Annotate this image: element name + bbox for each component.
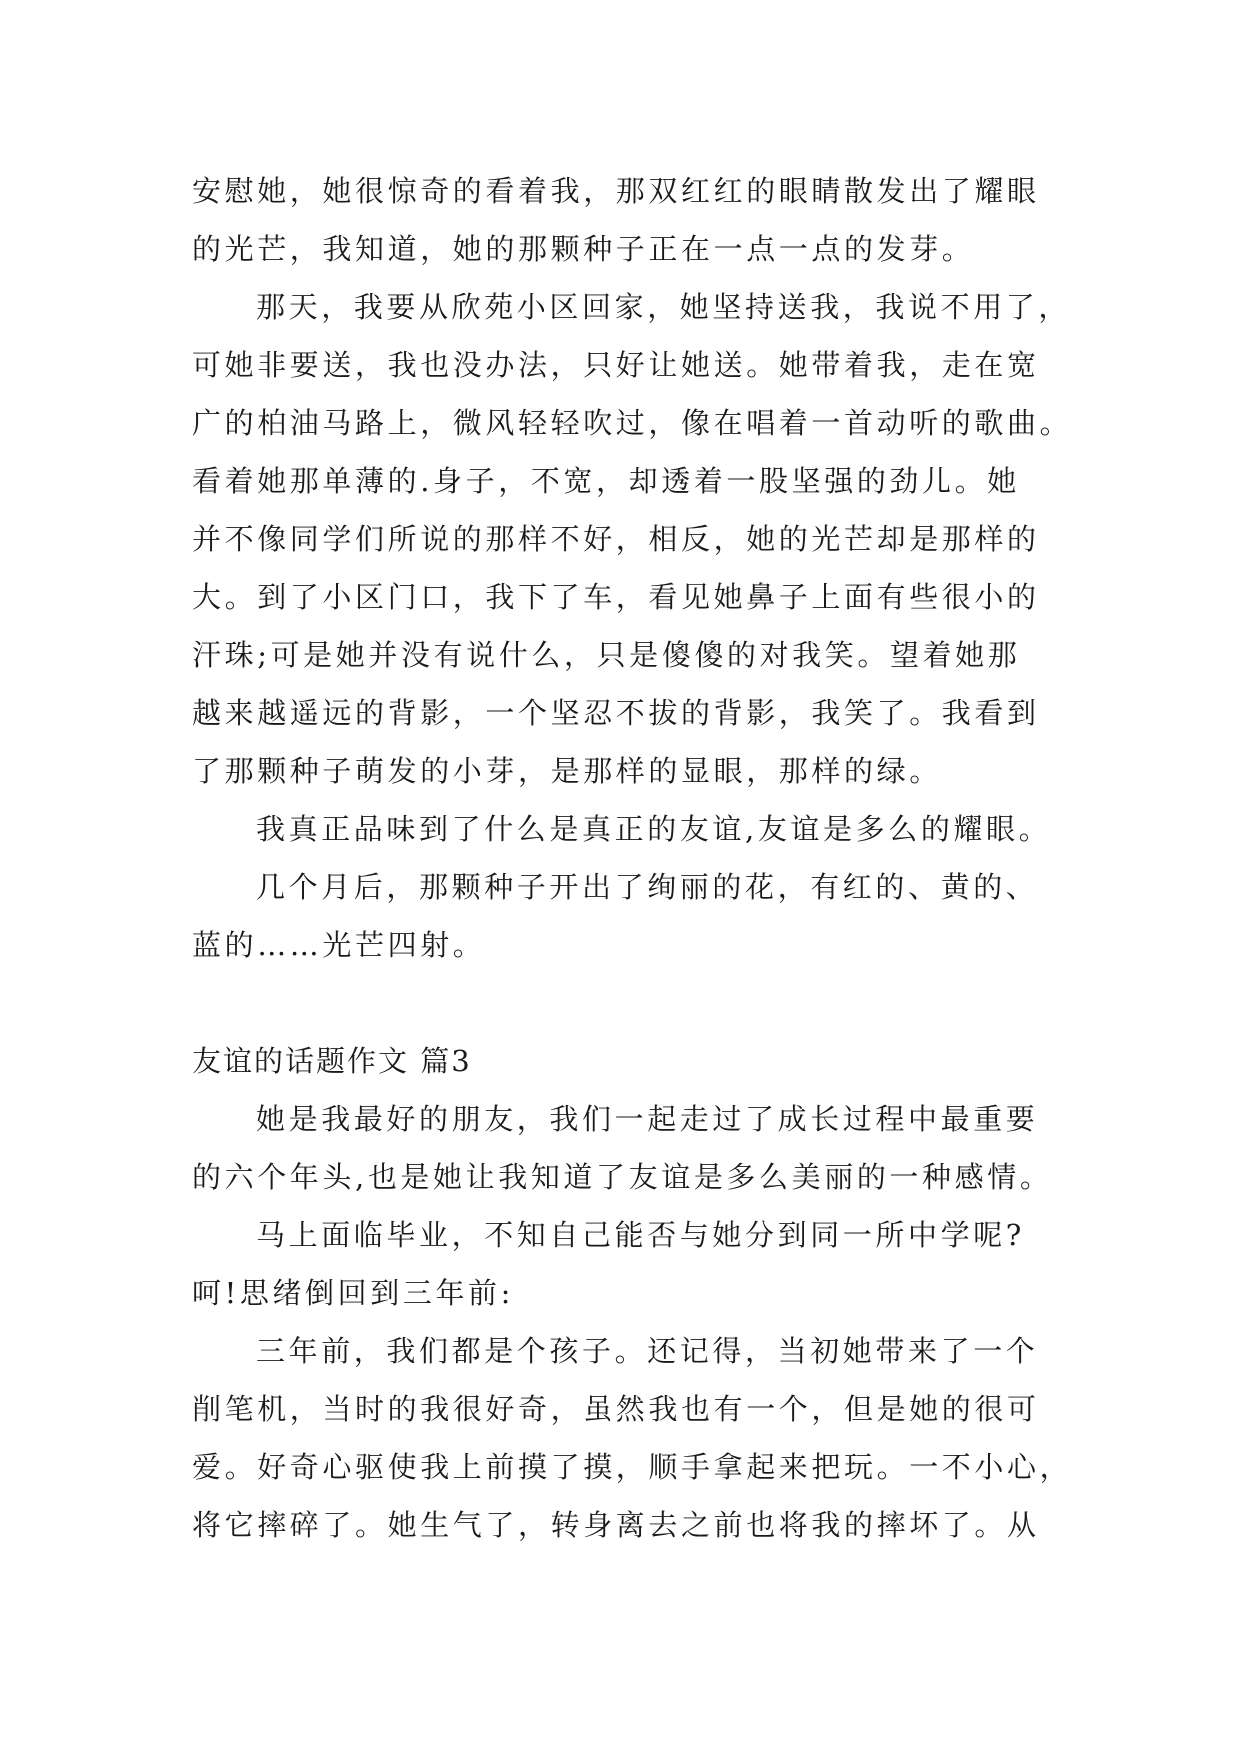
text-line: 将它摔碎了。她生气了，转身离去之前也将我的摔坏了。从 xyxy=(192,1508,1040,1542)
paragraph xyxy=(192,1322,1073,1554)
text-line: 爱。好奇心驱使我上前摸了摸，顺手拿起来把玩。一不小心， xyxy=(192,1450,1073,1484)
text-line: 安慰她，她很惊奇的看着我，那双红红的眼睛散发出了耀眼 xyxy=(192,174,1040,208)
text-line: 看着她那单薄的.身子，不宽，却透着一股坚强的劲儿。她 xyxy=(192,464,1020,498)
paragraph xyxy=(192,1090,1052,1206)
section-spacer xyxy=(192,974,1052,1032)
text-line: 我真正品味到了什么是真正的友谊,友谊是多么的耀眼。 xyxy=(256,812,1052,846)
text-line: 削笔机，当时的我很好奇，虽然我也有一个，但是她的很可 xyxy=(192,1392,1040,1426)
paragraph xyxy=(192,278,1073,800)
text-line: 呵!思绪倒回到三年前: xyxy=(192,1276,515,1310)
paragraph xyxy=(192,162,1052,278)
text-line: 蓝的……光芒四射。 xyxy=(192,928,486,962)
text-line: 并不像同学们所说的那样不好，相反，她的光芒却是那样的 xyxy=(192,522,1040,556)
paragraph xyxy=(192,1206,1052,1322)
text-line: 她是我最好的朋友，我们一起走过了成长过程中最重要 xyxy=(256,1102,1039,1136)
paragraph xyxy=(192,800,1052,858)
text-line: 那天，我要从欣苑小区回家，她坚持送我，我说不用了， xyxy=(256,290,1072,324)
document-body xyxy=(192,162,1073,1554)
text-line: 越来越遥远的背影，一个坚忍不拔的背影，我笑了。我看到 xyxy=(192,696,1040,730)
section-heading: 友谊的话题作文 篇3 xyxy=(192,1044,472,1078)
text-line: 大。到了小区门口，我下了车，看见她鼻子上面有些很小的 xyxy=(192,580,1040,614)
text-line: 几个月后，那颗种子开出了绚丽的花，有红的、黄的、 xyxy=(256,870,1039,904)
text-line: 的六个年头,也是她让我知道了友谊是多么美丽的一种感情。 xyxy=(192,1160,1053,1194)
text-line: 广的柏油马路上，微风轻轻吹过，像在唱着一首动听的歌曲。 xyxy=(192,406,1073,440)
text-line: 可她非要送，我也没办法，只好让她送。她带着我，走在宽 xyxy=(192,348,1040,382)
text-line: 的光芒，我知道，她的那颗种子正在一点一点的发芽。 xyxy=(192,232,975,266)
paragraph xyxy=(192,858,1052,974)
text-line: 了那颗种子萌发的小芽，是那样的显眼，那样的绿。 xyxy=(192,754,942,788)
text-line: 马上面临毕业，不知自己能否与她分到同一所中学呢? xyxy=(256,1218,1025,1252)
text-line: 汗珠;可是她并没有说什么，只是傻傻的对我笑。望着她那 xyxy=(192,638,1021,672)
text-line: 三年前，我们都是个孩子。还记得，当初她带来了一个 xyxy=(256,1334,1039,1368)
